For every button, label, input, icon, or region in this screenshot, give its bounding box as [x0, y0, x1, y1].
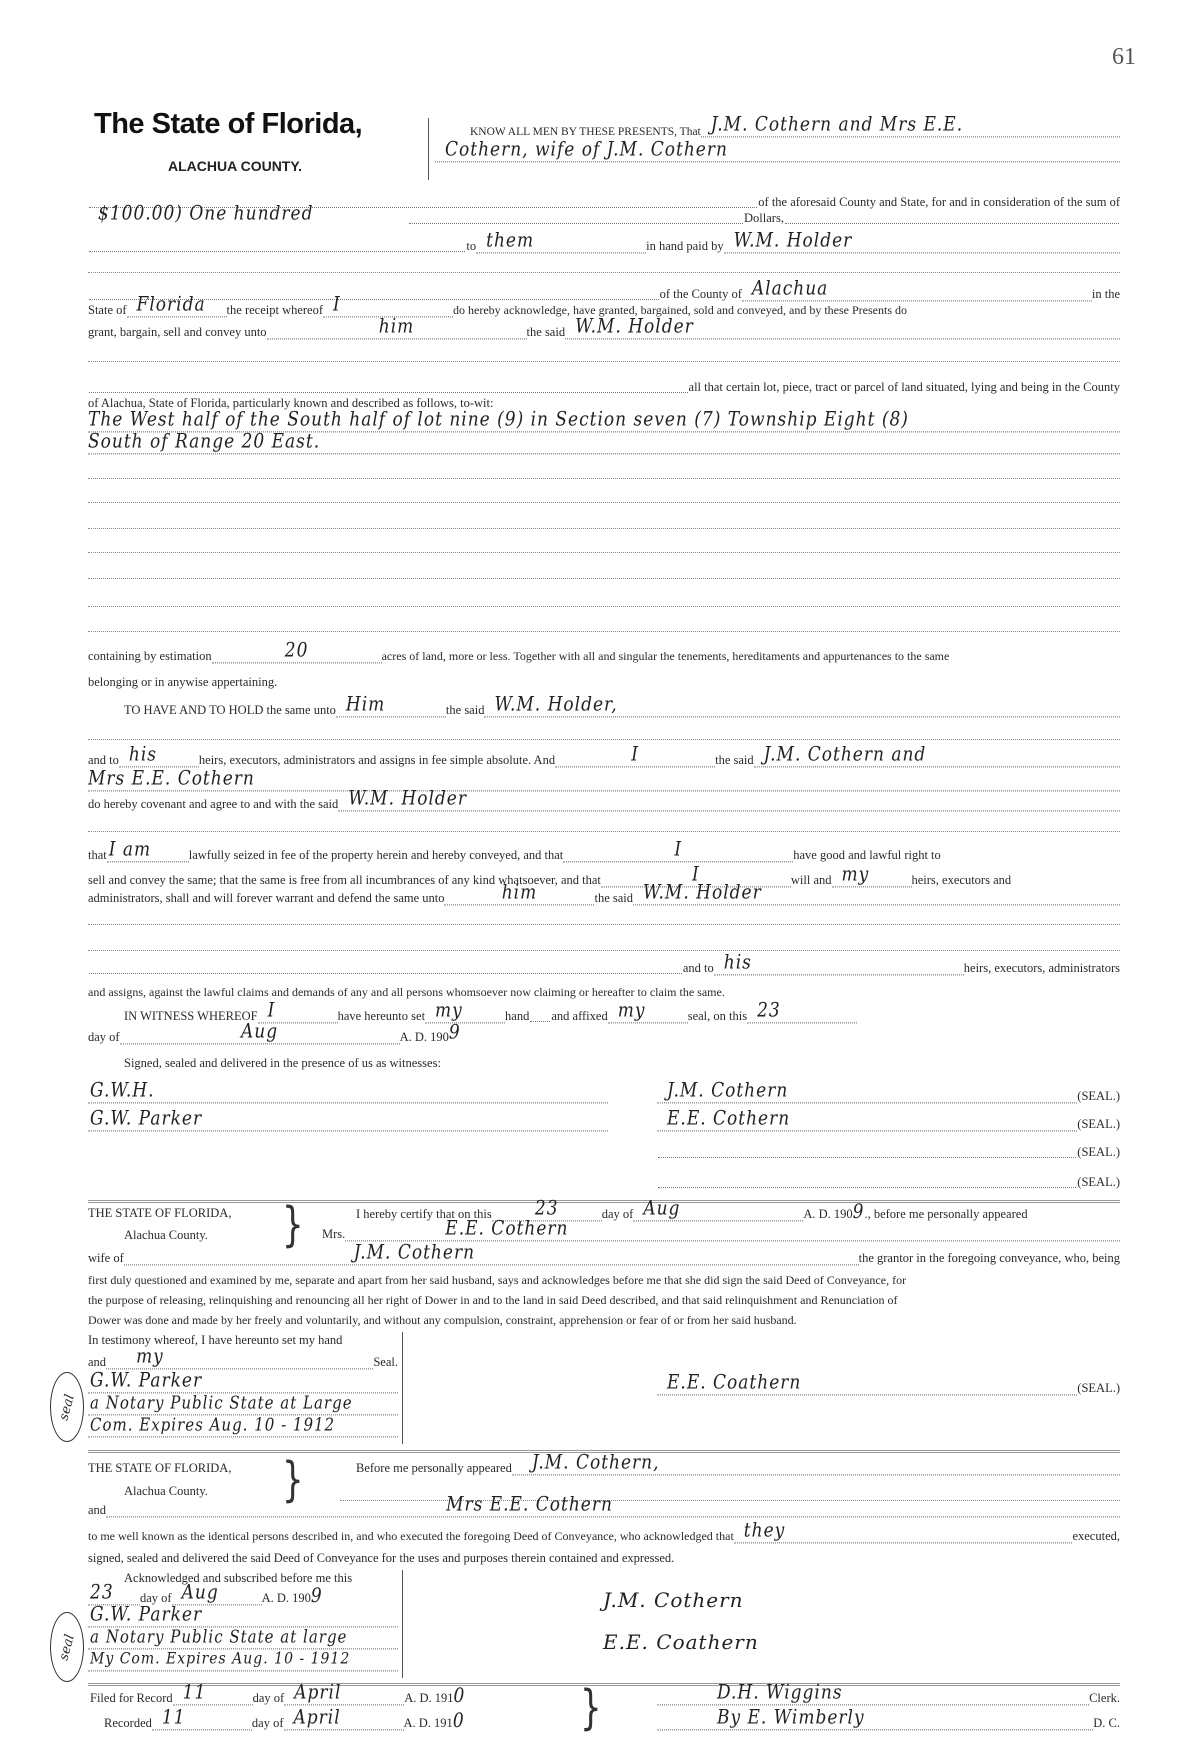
- paid-line: [88, 229, 1120, 256]
- witness-year-field[interactable]: 9: [448, 1021, 461, 1045]
- the-said-text: the said: [445, 703, 485, 717]
- signed-line: [88, 1548, 1120, 1568]
- cert-para-1: [88, 1270, 1120, 1290]
- clerk-signature[interactable]: D.H. Wiggins: [657, 1684, 1089, 1706]
- mrs-text: Mrs.: [322, 1227, 346, 1241]
- administrators-text: administrators, shall and will forever warrant and defend the same unto: [88, 891, 445, 905]
- in-the-text: in the: [1091, 287, 1120, 301]
- affixed-field[interactable]: my: [608, 1002, 688, 1024]
- wife-of-text: wife of: [88, 1251, 124, 1265]
- grantor-signature-2[interactable]: E.E. Cothern: [657, 1110, 1077, 1132]
- blank-line: [88, 924, 1120, 925]
- grantor-text: the grantor in the foregoing conveyance, who, being: [858, 1251, 1120, 1265]
- seized-text: lawfully seized in fee of the property herein and hereby conveyed, and that: [188, 848, 564, 862]
- grantee-field-3[interactable]: W.M. Holder,: [484, 696, 1120, 718]
- seal-stamp-text: seal: [56, 1392, 78, 1422]
- before-me-text: Before me personally appeared: [356, 1461, 512, 1475]
- seal-label: (SEAL.): [1077, 1117, 1120, 1131]
- defend-field[interactable]: him: [444, 884, 594, 906]
- covenant-text: do hereby covenant and agree to and with the said: [88, 797, 339, 811]
- witness-line-2: [88, 1107, 608, 1134]
- dc-text: D. C.: [1093, 1716, 1120, 1730]
- cert-year-field[interactable]: 9: [852, 1200, 865, 1224]
- deputy-signature[interactable]: By E. Wimberly: [657, 1709, 1093, 1731]
- his-field[interactable]: his: [119, 746, 199, 768]
- belonging-line: [88, 672, 1120, 692]
- defend-grantee-field[interactable]: W.M. Holder: [633, 884, 1120, 906]
- witness-signature-1[interactable]: G.W.H.: [88, 1082, 608, 1104]
- witness-date-line: [88, 1020, 1120, 1047]
- rec-month-field[interactable]: April: [284, 1709, 404, 1731]
- of-county-text: of the County of: [659, 287, 742, 301]
- state-title: The State of Florida,: [94, 108, 363, 140]
- bracket-line: [402, 1570, 403, 1678]
- page-number: 61: [1112, 44, 1136, 70]
- grantors-field-2[interactable]: Cothern, wife of J.M. Cothern: [435, 141, 1120, 163]
- ack-month-field[interactable]: Aug: [172, 1584, 262, 1606]
- leader: [89, 972, 682, 974]
- blank-line: [88, 272, 1120, 273]
- section-divider: [88, 1200, 1120, 1203]
- notary-line-3: [88, 1414, 398, 1440]
- leader: [409, 222, 743, 224]
- cert-para-2: [88, 1290, 1120, 1310]
- ack-notary-title[interactable]: a Notary Public State at large: [88, 1628, 398, 1650]
- cert-day-field[interactable]: 23: [492, 1200, 602, 1222]
- mrs-field[interactable]: E.E. Cothern: [345, 1220, 1120, 1242]
- blank-line: [88, 578, 1120, 579]
- signed-sealed-text: Signed, sealed and delivered in the presence of us as witnesses:: [124, 1056, 441, 1070]
- belonging-text: belonging or in anywise appertaining.: [88, 675, 278, 689]
- filed-text: Filed for Record: [90, 1691, 173, 1705]
- leader: [530, 1020, 550, 1022]
- ad-text: A. D. 190: [803, 1207, 853, 1221]
- executed-text: executed,: [1072, 1529, 1120, 1543]
- filed-month-field[interactable]: April: [284, 1684, 404, 1706]
- his-field-2[interactable]: his: [714, 954, 964, 976]
- seized-line: [88, 838, 1120, 865]
- assigns-text: and assigns, against the lawful claims and demands of any and all persons whomsoever now claiming or hereafter to claim the same.: [88, 985, 725, 999]
- person1-field[interactable]: J.M. Cothern,: [512, 1454, 1120, 1476]
- ack-year-field[interactable]: 9: [310, 1584, 323, 1608]
- ack-day-field[interactable]: 23: [88, 1584, 140, 1606]
- acknowledge-text: do hereby acknowledge, have granted, bargained, sold and conveyed, and by these Presents do: [453, 303, 907, 317]
- seal-label: (SEAL.): [1077, 1145, 1120, 1159]
- seal-stamp-text: seal: [56, 1632, 78, 1662]
- to-have-text: TO HAVE AND TO HOLD the same unto: [124, 703, 336, 717]
- ad-text: A. D. 190: [261, 1591, 311, 1605]
- seal-line-2: [657, 1107, 1120, 1134]
- aforesaid-text: of the aforesaid County and State, for and in consideration of the sum of: [758, 195, 1120, 209]
- dollars-text: Dollars,: [744, 211, 784, 225]
- receipt-text: the receipt whereof: [226, 303, 324, 317]
- filed-year-field[interactable]: 0: [453, 1684, 466, 1708]
- description-field-2[interactable]: South of Range 20 East.: [88, 433, 1120, 455]
- ad-text: A. D. 191: [404, 1691, 454, 1705]
- county-heading: ALACHUA COUNTY.: [168, 158, 303, 174]
- in-hand-paid-text: in hand paid by: [646, 239, 724, 253]
- the-said-text: the said: [715, 753, 754, 767]
- sell-field[interactable]: I: [601, 866, 791, 888]
- blank-line: [88, 831, 1120, 832]
- grantors-field-4[interactable]: Mrs E.E. Cothern: [88, 770, 1120, 792]
- heirs-exec-text: heirs, executors, administrators: [963, 961, 1120, 975]
- clerk-line: [657, 1681, 1120, 1708]
- signed-text: signed, sealed and delivered the said Deed of Conveyance for the uses and purposes therein contained and expressed.: [88, 1551, 675, 1565]
- covenant-line: [88, 787, 1120, 814]
- leader: [658, 1186, 1076, 1188]
- defend-line: [88, 881, 1120, 908]
- affixed-text: and affixed: [551, 1009, 608, 1023]
- grant-line: [88, 315, 1120, 342]
- hand-text: hand: [505, 1009, 530, 1023]
- state-of-text: State of: [88, 303, 127, 317]
- unto-field[interactable]: Him: [336, 696, 446, 718]
- ad-text: A. D. 191: [403, 1716, 453, 1730]
- to-have-line: [124, 693, 1120, 720]
- description-line-2: [88, 430, 1120, 457]
- husband-field[interactable]: J.M. Cothern: [124, 1244, 859, 1266]
- cert-text: the purpose of releasing, relinquishing and renouncing all her right of Dower in and to the land in said Deed described, and that said relinquishment and Renunciation of: [88, 1293, 898, 1307]
- cert-county: Alachua County.: [124, 1228, 208, 1242]
- brace-icon: }: [282, 1452, 304, 1508]
- recorded-text: Recorded: [104, 1716, 152, 1730]
- covenant-field[interactable]: W.M. Holder: [338, 790, 1120, 812]
- acres-text: acres of land, more or less. Together with all and singular the tenements, hereditaments and appurtenances to the same: [381, 649, 950, 663]
- containing-text: containing by estimation: [88, 649, 212, 663]
- seal-label: (SEAL.): [1077, 1381, 1120, 1395]
- notary-seal-stamp: [50, 1372, 84, 1442]
- grant-text: grant, bargain, sell and convey unto: [88, 325, 267, 339]
- day-of-text: day of: [88, 1030, 120, 1044]
- wife-of-line: [88, 1241, 1120, 1268]
- county-field[interactable]: Alachua: [742, 280, 1092, 302]
- grantors-line-1: [470, 113, 1120, 140]
- to-field[interactable]: them: [476, 232, 646, 254]
- will-field[interactable]: my: [832, 866, 912, 888]
- ack-county: Alachua County.: [124, 1484, 208, 1498]
- clerk-text: Clerk.: [1089, 1691, 1120, 1705]
- blank-line: [88, 361, 1120, 362]
- person2-field[interactable]: Mrs E.E. Cothern: [106, 1496, 1120, 1518]
- and-to-text: and to: [682, 961, 714, 975]
- and-field[interactable]: I: [555, 746, 715, 768]
- seal-label: (SEAL.): [1077, 1089, 1120, 1103]
- seized-field[interactable]: I: [563, 841, 793, 863]
- leader: [658, 1156, 1076, 1158]
- grant-field[interactable]: him: [267, 318, 527, 340]
- of-alachua-text: of Alachua, State of Florida, particularly known and described as follows, to-wit:: [88, 396, 494, 410]
- grantee-field-2[interactable]: W.M. Holder: [565, 318, 1120, 340]
- grantors-line-2: [435, 138, 1120, 165]
- acknowledged-text: Acknowledged and subscribed before me this: [124, 1571, 353, 1585]
- grantor-signature-1[interactable]: J.M. Cothern: [657, 1082, 1077, 1104]
- rec-year-field[interactable]: 0: [452, 1709, 465, 1733]
- and-text: and: [88, 1355, 107, 1369]
- cert-text: first duly questioned and examined by me, separate and apart from her said husband, says and acknowledges before me that she did sign the said Deed of Conveyance, for: [88, 1273, 907, 1287]
- bracket-line: [402, 1332, 403, 1444]
- heirs-text: heirs, executors, administrators and assigns in fee simple absolute. And: [198, 753, 556, 767]
- description-field-1[interactable]: The West half of the South half of lot nine (9) in Section seven (7) Township Eight (8): [88, 411, 1120, 433]
- day-of-text: day of: [140, 1591, 172, 1605]
- and-to-text: and to: [88, 753, 119, 767]
- seal-text: Seal.: [373, 1355, 398, 1369]
- the-said-text: the said: [526, 325, 566, 339]
- grantors-field[interactable]: J.M. Cothern and Mrs E.E.: [701, 116, 1120, 138]
- ack-signature-2: E.E. Coathern: [603, 1630, 759, 1654]
- receipt-field[interactable]: I: [323, 296, 453, 318]
- notary-commission[interactable]: Com. Expires Aug. 10 - 1912: [88, 1416, 398, 1438]
- certify-text: I hereby certify that on this: [356, 1207, 492, 1221]
- wife-signature[interactable]: E.E. Coathern: [657, 1374, 1077, 1396]
- sell-text: sell and convey the same; that the same is free from all incumbrances of any kind whatsoever, and that: [88, 873, 601, 887]
- seal-on-this-text: seal, on this: [687, 1009, 748, 1023]
- blank-line: [88, 502, 1120, 503]
- day-of-text: day of: [601, 1207, 634, 1221]
- all-that-text: all that certain lot, piece, tract or parcel of land situated, lying and being in the County: [688, 380, 1120, 394]
- cert-state: THE STATE OF FLORIDA,: [88, 1206, 232, 1220]
- ack-notary-signature[interactable]: G.W. Parker: [88, 1606, 398, 1628]
- ack-notary-line-3: [88, 1649, 398, 1674]
- brace-icon: }: [282, 1197, 304, 1253]
- witness-line-1: [88, 1079, 608, 1106]
- seal-line-1: [657, 1079, 1120, 1106]
- leader: [89, 250, 465, 252]
- ack-state: THE STATE OF FLORIDA,: [88, 1461, 232, 1475]
- ack-seal-stamp: [50, 1612, 84, 1682]
- right-text: have good and lawful right to: [793, 848, 941, 862]
- to-text: to: [466, 239, 477, 253]
- wife-seal-line: [657, 1371, 1120, 1398]
- blank-line: [88, 528, 1120, 529]
- that-text: that: [88, 848, 107, 862]
- know-all-text: KNOW ALL MEN BY THESE PRESENTS, That: [470, 126, 701, 138]
- brace-icon: }: [580, 1680, 602, 1736]
- before-me-text: ., before me personally appeared: [864, 1207, 1028, 1221]
- before-me-line: [356, 1451, 1120, 1478]
- in-witness-text: IN WITNESS WHEREOF: [124, 1009, 258, 1023]
- blank-line: [88, 950, 1120, 951]
- day-of-text: day of: [251, 1716, 284, 1730]
- blank-line: [88, 606, 1120, 607]
- filed-day-field[interactable]: 11: [173, 1684, 253, 1706]
- ack-signature-1: J.M. Cothern: [603, 1588, 744, 1612]
- and-seal-field[interactable]: my: [106, 1348, 373, 1370]
- leader: [785, 222, 1119, 224]
- witness-signature-2[interactable]: G.W. Parker: [88, 1110, 608, 1132]
- they-field[interactable]: they: [734, 1522, 1073, 1544]
- acknowledged-line: [124, 1568, 406, 1588]
- grantors-field-3[interactable]: J.M. Cothern and: [754, 746, 1120, 768]
- notary-title[interactable]: a Notary Public State at Large: [88, 1394, 398, 1416]
- well-known-text: to me well known as the identical persons described in, and who executed the foregoing Deed of Conveyance, who acknowledged that: [88, 1529, 734, 1543]
- blank-line: [88, 739, 1120, 740]
- that-field[interactable]: I am: [107, 841, 189, 863]
- seal-line-3: [657, 1142, 1120, 1162]
- blank-line: [88, 631, 1120, 632]
- and-to-line: [88, 951, 1120, 978]
- seal-label: (SEAL.): [1077, 1175, 1120, 1189]
- blank-line: [88, 478, 1120, 479]
- containing-line: [88, 639, 1120, 666]
- rec-day-field[interactable]: 11: [152, 1709, 252, 1731]
- notary-signature[interactable]: G.W. Parker: [88, 1372, 398, 1394]
- filed-line: [90, 1681, 520, 1708]
- iw-field[interactable]: I: [258, 1002, 338, 1024]
- the-said-text: the said: [594, 891, 634, 905]
- cert-month-field[interactable]: Aug: [633, 1200, 803, 1222]
- seal-line-4: [657, 1172, 1120, 1192]
- well-known-line: [88, 1519, 1120, 1546]
- assigns-line: [88, 982, 1120, 1002]
- blank-line: [88, 552, 1120, 553]
- signed-sealed-line: [124, 1053, 1156, 1073]
- recorded-line: [104, 1706, 520, 1733]
- cert-para-3: [88, 1310, 1120, 1330]
- and-person-line: [88, 1493, 1120, 1520]
- day-of-text: day of: [252, 1691, 285, 1705]
- set-field[interactable]: my: [425, 1002, 505, 1024]
- deputy-line: [657, 1706, 1120, 1733]
- testimony-text: In testimony whereof, I have hereunto set my hand: [88, 1333, 343, 1347]
- grantee-field[interactable]: W.M. Holder: [724, 232, 1120, 254]
- witness-month-field[interactable]: Aug: [120, 1023, 400, 1045]
- amount-field[interactable]: $100.00) One hundred: [98, 202, 314, 226]
- ad-text: A. D. 190: [399, 1030, 449, 1044]
- brace-line: [428, 118, 429, 180]
- will-and-text: will and: [790, 873, 832, 887]
- and-text: and: [88, 1503, 107, 1517]
- witness-day-field[interactable]: 23: [747, 1002, 857, 1024]
- have-set-text: have hereunto set: [337, 1009, 426, 1023]
- state-field[interactable]: Florida: [127, 296, 227, 318]
- heirs-exec-text: heirs, executors and: [911, 873, 1012, 887]
- cert-text: Dower was done and made by her freely and voluntarily, and without any compulsion, constraint, apprehension or fear of or from her said husband.: [88, 1313, 797, 1327]
- ack-notary-commission[interactable]: My Com. Expires Aug. 10 - 1912: [88, 1650, 398, 1672]
- acres-field[interactable]: 20: [212, 642, 382, 664]
